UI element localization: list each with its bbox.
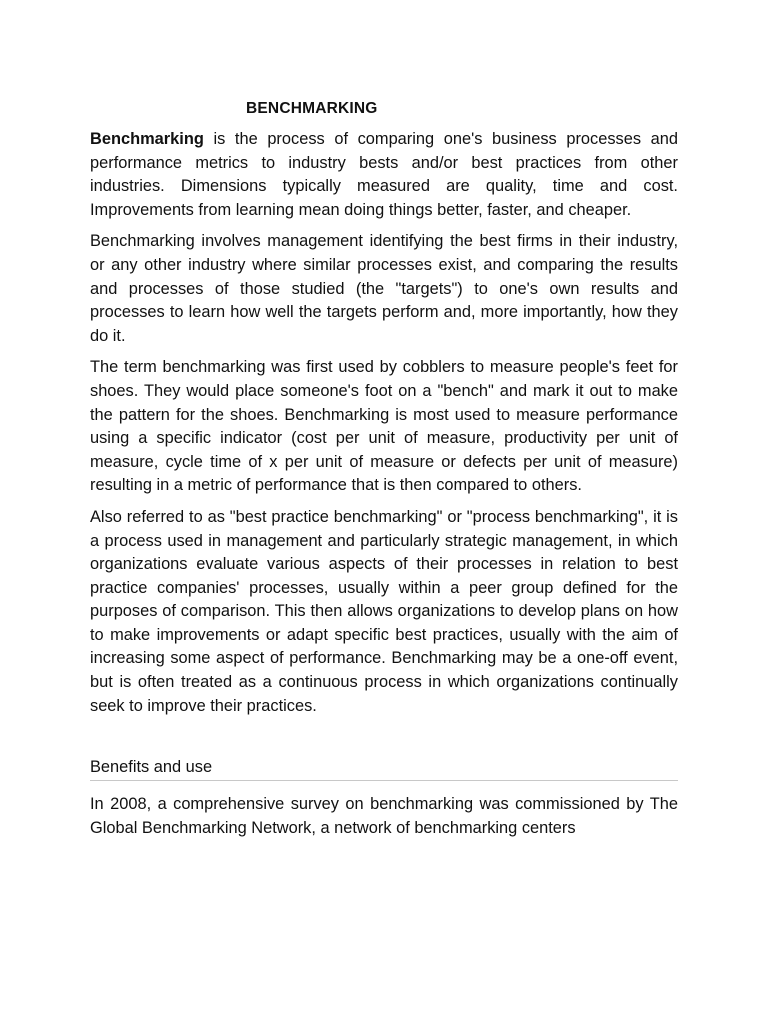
document-title: BENCHMARKING [246,100,378,117]
body-paragraph: Benchmarking involves management identifying the best firms in their industry, or any other industry where similar processes exist, and comparing the results and processes of those studied (the "targets") to one's own results and processes to learn how well the targets perform and, more importantly, how they do it. [90,232,678,345]
document-page [90,100,678,848]
section-paragraph: In 2008, a comprehensive survey on benchmarking was commissioned by The Global Benchmarking Network, a network of benchmarking centers [90,795,678,837]
intro-term: Benchmarking [90,130,204,148]
section-heading: Benefits and use [90,758,678,781]
body-paragraph: Also referred to as "best practice benchmarking" or "process benchmarking", it is a process used in management and particularly strategic management, in which organizations evaluate various aspects of their processes in relation to best practice companies' processes, usually within a peer group defined for the purposes of comparison. This then allows organizations to develop plans on how to make improvements or adapt specific best practices, usually with the aim of increasing some aspect of performance. Benchmarking may be a one-off event, but is often treated as a continuous process in which organizations continually seek to improve their practices. [90,507,678,715]
intro-paragraph [90,128,678,222]
intro-text: is the process of comparing one's business processes and performance metrics to industry bests and/or best practices from other industries. Dimensions typically measured are quality, time and cost. Improvements from learning mean doing things better, faster, and cheaper. [90,130,678,219]
body-paragraph: The term benchmarking was first used by cobblers to measure people's feet for shoes. They would place someone's foot on a "bench" and mark it out to make the pattern for the shoes. Benchmarking is most used to measure performance using a specific indicator (cost per unit of measure, productivity per unit of measure, cycle time of x per unit of measure or defects per unit of measure) resulting in a metric of performance that is then compared to others. [90,358,678,495]
